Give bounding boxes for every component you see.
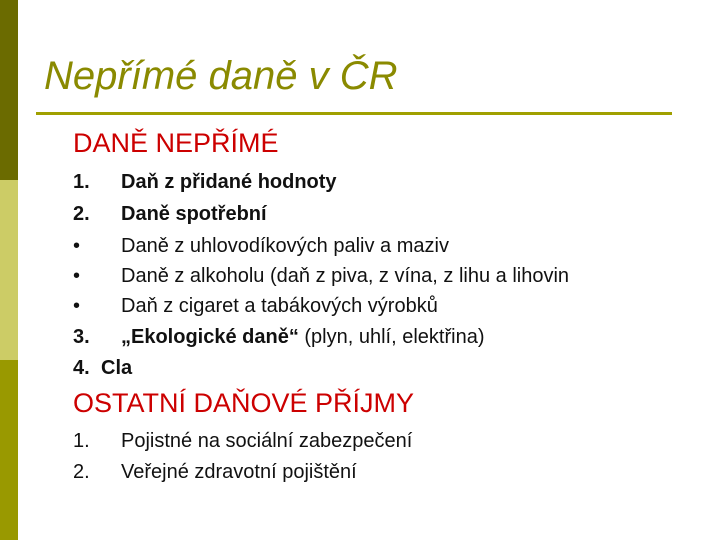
title-underline (36, 112, 672, 115)
sidebar-light-segment (0, 180, 18, 360)
list-marker: 2. (73, 461, 90, 483)
list-marker: 3. (73, 326, 90, 348)
list-item-text: Daně z alkoholu (daň z piva, z vína, z lihu a lihovin (121, 265, 570, 287)
list-item-note: (plyn, uhlí, elektřina) (298, 326, 485, 348)
list-marker: 1. (73, 171, 90, 193)
list-item-text-wrapper (121, 327, 484, 347)
section-heading-other-tax-revenue: OSTATNÍ DAŇOVÉ PŘÍJMY (73, 388, 415, 418)
bullet-marker: • (73, 235, 81, 257)
sidebar-mid-segment (0, 360, 18, 540)
list-item-text: Daně spotřební (121, 203, 267, 225)
list-item-text: „Ekologické daně“ (121, 326, 299, 348)
section-heading-indirect-taxes: DANĚ NEPŘÍMÉ (73, 128, 279, 158)
list-item-text: Cla (101, 357, 133, 379)
bullet-marker: • (73, 295, 81, 317)
list-item-text: Daně z uhlovodíkových paliv a maziv (121, 235, 449, 257)
slide-title: Nepřímé daně v ČR (44, 54, 398, 98)
list-marker: 2. (73, 203, 90, 225)
list-item-text: Daň z přidané hodnoty (121, 171, 337, 193)
list-item-text: Daň z cigaret a tabákových výrobků (121, 295, 438, 317)
list-marker: 1. (73, 430, 90, 452)
sidebar-dark-segment (0, 0, 18, 180)
list-item-text: Pojistné na sociální zabezpečení (121, 430, 413, 452)
list-item-text: Veřejné zdravotní pojištění (121, 461, 357, 483)
bullet-marker: • (73, 265, 81, 287)
list-marker: 4. (73, 357, 90, 379)
